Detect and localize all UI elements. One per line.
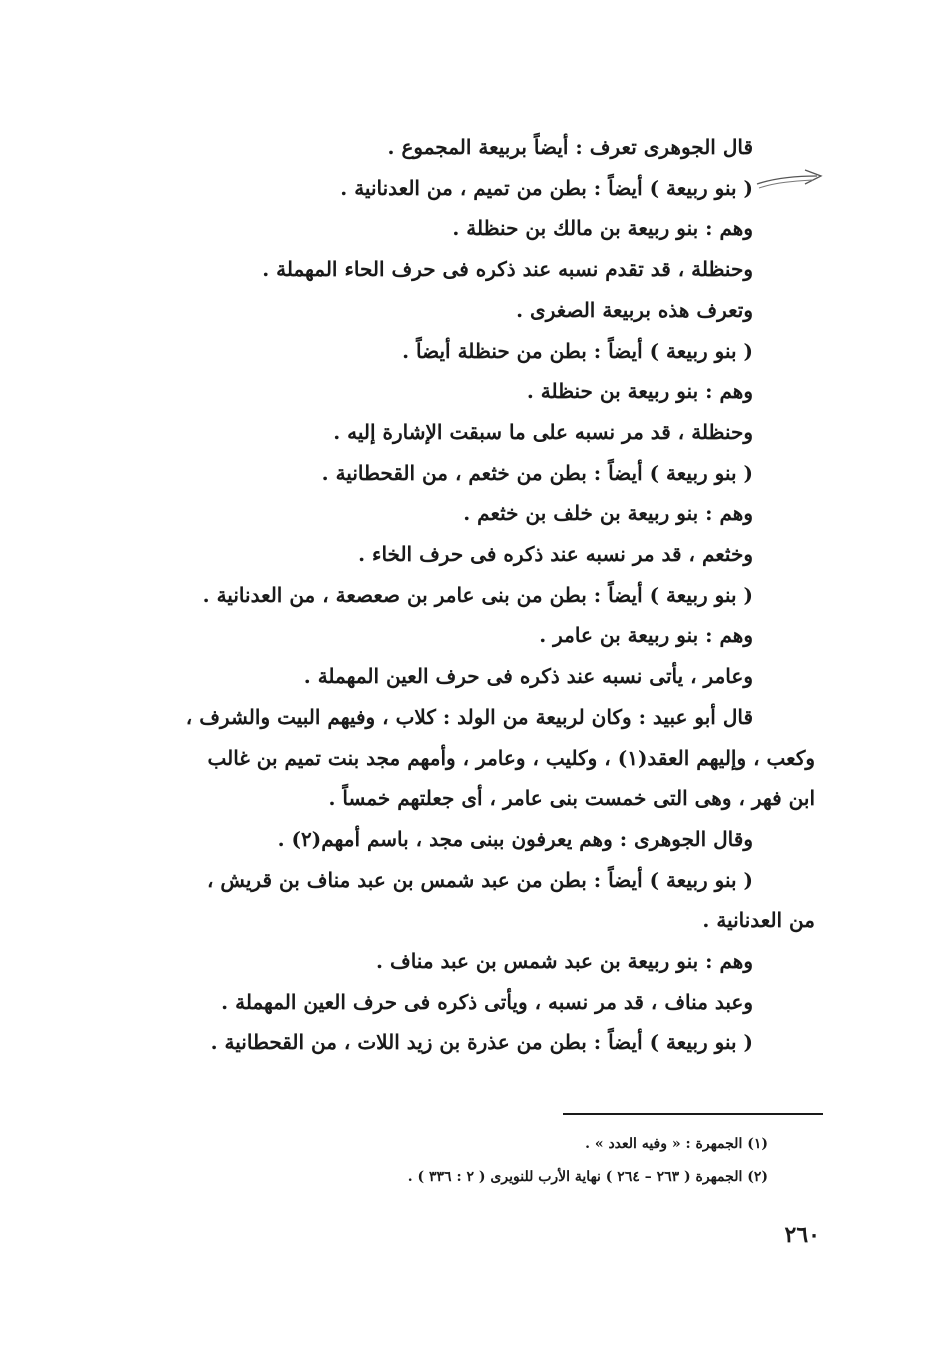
- footnote-separator: [563, 1113, 823, 1115]
- text-line: وقال الجوهرى : وهم يعرفون ببنى مجد ، باسم أمهم(٢) .: [277, 826, 753, 851]
- handwritten-arrow-mark: [755, 168, 827, 190]
- text-line: قال الجوهرى تعرف : أيضاً بربيعة المجموع .: [387, 135, 753, 159]
- text-line: وهم : بنو ربيعة بن مالك بن حنظلة .: [452, 216, 753, 241]
- text-line: وكعب ، وإليهم العقد(١) ، وكليب ، وعامر ، وأمهم مجد بنت تميم بن غالب: [207, 745, 815, 770]
- text-line: ( بنو ربيعة ) أيضاً : بطن من خثعم ، من القحطانية .: [321, 460, 753, 485]
- footnote-1: (١) الجمهرة : « وفيه العدد » .: [585, 1136, 768, 1152]
- text-line: ( بنو ربيعة ) أيضاً : بطن من عذرة بن زيد اللات ، من القحطانية .: [210, 1030, 753, 1055]
- text-line: وعامر ، يأتى نسبه عند ذكره فى حرف العين المهملة .: [303, 664, 753, 689]
- text-line: وهم : بنو ربيعة بن خلف بن خثعم .: [463, 501, 753, 526]
- text-line: ( بنو ربيعة ) أيضاً : بطن من بنى عامر بن صعصعة ، من العدنانية .: [202, 582, 753, 607]
- text-line: وتعرف هذه بربيعة الصغرى .: [516, 297, 753, 322]
- text-line: قال أبو عبيد : وكان لربيعة من الولد : كلاب ، وفيهم البيت والشرف ،: [185, 704, 753, 729]
- text-line: ( بنو ربيعة ) أيضاً : بطن من تميم ، من العدنانية .: [340, 175, 753, 200]
- text-line: ابن فهر ، وهى التى خمست بنى عامر ، أى جعلتهم خمساً .: [328, 786, 815, 811]
- text-line: ( بنو ربيعة ) أيضاً : بطن من عبد شمس بن عبد مناف بن قريش ،: [206, 867, 753, 892]
- text-line: وحنظلة ، قد مر نسبه على ما سبقت الإشارة إليه .: [333, 419, 753, 444]
- text-line: ( بنو ربيعة ) أيضاً : بطن من حنظلة أيضاً .: [402, 338, 753, 363]
- text-line: من العدنانية .: [702, 908, 815, 933]
- text-line: وخثعم ، قد مر نسبه عند ذكره فى حرف الخاء .: [358, 542, 753, 566]
- footnote-2: (٢) الجمهرة ( ٢٦٣ – ٢٦٤ ) نهاية الأرب للنويرى ( ٢ : ٣٣٦ ) .: [407, 1169, 768, 1185]
- text-line: وهم : بنو ربيعة بن حنظلة .: [526, 379, 753, 404]
- text-line: وعبد مناف ، قد مر نسبه ، ويأتى ذكره فى حرف العين المهملة .: [221, 989, 753, 1014]
- text-line: وحنظلة ، قد تقدم نسبه عند ذكره فى حرف الحاء المهملة .: [262, 257, 753, 282]
- page-number: ٢٦٠: [784, 1222, 820, 1248]
- text-line: وهم : بنو ربيعة بن عامر .: [539, 623, 753, 648]
- text-line: وهم : بنو ربيعة بن عبد شمس بن عبد مناف .: [376, 949, 753, 973]
